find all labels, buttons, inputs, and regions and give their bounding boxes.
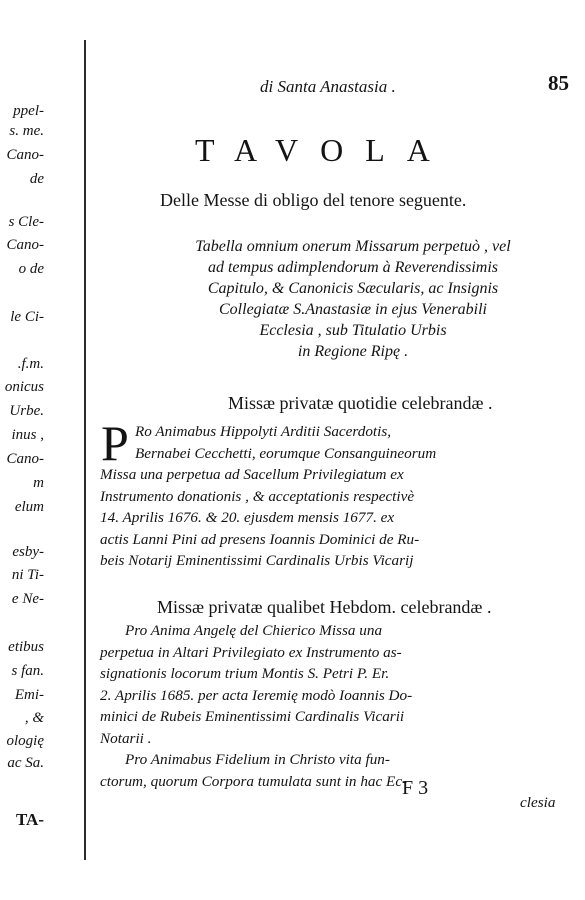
body-line: Pro Animabus Fidelium in Christo vita fun- [125, 751, 390, 768]
body-line: Notarii . [100, 729, 152, 747]
body-line: Pro Anima Angelę del Chierico Missa una [125, 622, 383, 639]
body-line: Missa una perpetua ad Sacellum Privilegiatum ex [100, 466, 404, 483]
body-line: Bernabei Cecchetti, eorumque Consanguineorum [135, 444, 437, 462]
section-1-body [100, 421, 580, 572]
left-fragment-line: , & [24, 710, 44, 726]
gutter-divider [84, 40, 86, 860]
running-head: di Santa Anastasia . [260, 77, 396, 96]
body-line: perpetua in Altari Privilegiato ex Instrumento as- [100, 643, 402, 661]
left-fragment-line: ni Ti- [11, 567, 44, 583]
intro-line: in Regione Ripę . [297, 343, 409, 360]
body-line: ctorum, quorum Corpora tumulata sunt in hac Ec- [100, 772, 408, 790]
left-fragment-line: s Cle- [8, 214, 44, 230]
section-2-heading: Missæ privatæ qualibet Hebdom. celebrandæ . [157, 597, 492, 617]
left-fragment-line: esby- [12, 544, 44, 560]
left-fragment-line: s fan. [11, 663, 44, 679]
left-fragment-line: e Ne- [11, 591, 44, 607]
left-fragment-line: ppel- [13, 103, 44, 119]
signature-mark: F 3 [402, 777, 429, 799]
left-fragment-line: ologię [6, 733, 44, 749]
left-fragment-line: etibus [8, 639, 44, 655]
intro-line: Collegiatæ S.Anastasiæ in ejus Venerabili [219, 301, 487, 318]
body-line: minici de Rubeis Eminentissimi Cardinalis Vicarii [100, 708, 405, 725]
left-fragment-line: Cano- [6, 147, 44, 163]
body-line: 2. Aprilis 1685. per acta Ieremię modò Ioannis Do- [100, 686, 413, 704]
body-line: clesia [520, 794, 556, 811]
intro-line: Capitulo, & Canonicis Sæcularis, ac Insignis [207, 280, 499, 297]
left-fragment-line: TA- [15, 810, 44, 829]
left-fragment-line: Urbe. [9, 403, 44, 419]
left-fragment-line: .f.m. [17, 356, 44, 372]
left-fragment-line: Emi- [14, 687, 44, 703]
body-line: beis Notarij Eminentissimi Cardinalis Urbis Vicarij [100, 552, 414, 569]
left-fragment-line: inus , [11, 427, 44, 443]
intro-line: ad tempus adimplendorum à Reverendissimis [207, 259, 499, 276]
left-fragment-line: onicus [4, 379, 44, 395]
left-fragment-line: de [29, 171, 44, 187]
left-fragment-line: s. me. [9, 123, 44, 139]
left-fragment-line: Cano- [6, 237, 44, 253]
body-line: actis Lanni Pini ad presens Ioannis Dominici de Ru- [100, 530, 420, 548]
page-number: 85 [548, 71, 569, 95]
drop-cap: P [101, 415, 129, 471]
left-fragment-line: o de [18, 261, 44, 277]
body-line: signationis locorum trium Montis S. Petri P. Er. [100, 665, 390, 682]
left-fragment-line: ac Sa. [7, 755, 44, 771]
left-page-fragment [0, 0, 80, 900]
body-line: Ro Animabus Hippolyti Arditii Sacerdotis, [135, 423, 392, 440]
left-fragment-line: le Ci- [10, 309, 44, 325]
left-fragment-line: Cano- [6, 451, 44, 467]
intro-line: Tabella omnium onerum Missarum perpetuò , vel [195, 238, 511, 255]
body-line: Instrumento donationis , & acceptationis respectivè [100, 487, 415, 505]
intro-line: Ecclesia , sub Titulatio Urbis [259, 322, 447, 339]
section-2-body [100, 620, 580, 814]
body-line: 14. Aprilis 1676. & 20. ejusdem mensis 1677. ex [100, 509, 395, 526]
left-fragment-line: m [33, 475, 44, 491]
section-1-heading: Missæ privatæ quotidie celebrandæ . [228, 393, 493, 413]
page-title: TAVOLA [195, 132, 452, 168]
intro-latin-block [128, 236, 578, 362]
left-fragment-line: elum [14, 499, 44, 515]
page-subtitle: Delle Messe di obligo del tenore seguente. [160, 190, 467, 210]
